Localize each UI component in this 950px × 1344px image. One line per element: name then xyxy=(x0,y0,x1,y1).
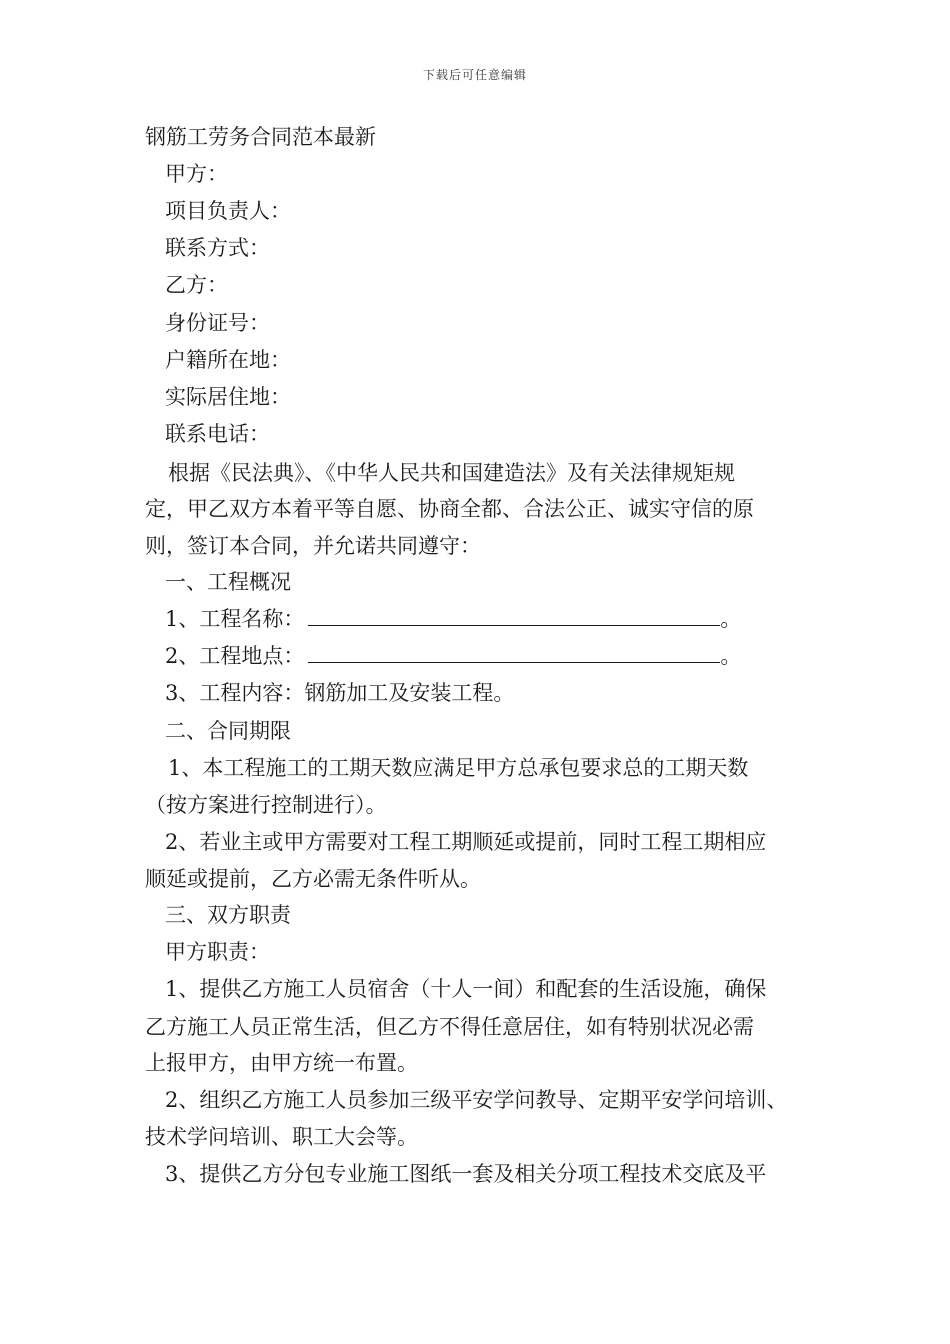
section-2-p2-line-2: 顺延或提前，乙方必需无条件听从。 xyxy=(145,867,481,891)
section-2-p2-line-1: 2、若业主或甲方需要对工程工期顺延或提前，同时工程工期相应 xyxy=(165,830,767,854)
field-contact-method: 联系方式： xyxy=(165,236,270,260)
section-3-heading: 三、双方职责 xyxy=(165,903,291,927)
field-id-number: 身份证号： xyxy=(165,311,270,335)
field-party-b: 乙方： xyxy=(165,273,228,297)
section-3-p1-line-1: 1、提供乙方施工人员宿舍（十人一间）和配套的生活设施，确保 xyxy=(165,977,767,1001)
project-location-line xyxy=(165,641,741,671)
section-3-p2-line-2: 技术学问培训、职工大会等。 xyxy=(145,1125,418,1149)
field-household-registration: 户籍所在地： xyxy=(165,348,291,372)
document-title: 钢筋工劳务合同范本最新 xyxy=(145,125,376,149)
preamble-line-3: 则，签订本合同，并允诺共同遵守： xyxy=(145,534,481,558)
project-location-label: 2、工程地点： xyxy=(165,644,305,668)
header-note: 下载后可任意编辑 xyxy=(422,68,527,82)
project-name-blank xyxy=(308,607,720,626)
section-3-p2-line-1: 2、组织乙方施工人员参加三级平安学问教导、定期平安学问培训、 xyxy=(165,1088,788,1112)
section-2-p1-line-1: 1、本工程施工的工期天数应满足甲方总承包要求总的工期天数 xyxy=(168,756,749,780)
section-3-p1-line-3: 上报甲方，由甲方统一布置。 xyxy=(145,1051,418,1075)
project-name-label: 1、工程名称： xyxy=(165,607,305,631)
field-party-a: 甲方： xyxy=(165,162,228,186)
party-a-duties-heading: 甲方职责： xyxy=(165,940,270,964)
project-location-end: 。 xyxy=(720,644,742,668)
project-content-line: 3、工程内容：钢筋加工及安装工程。 xyxy=(165,681,515,705)
project-name-end: 。 xyxy=(720,607,742,631)
section-2-p1-line-2: （按方案进行控制进行）。 xyxy=(145,793,387,817)
section-3-p1-line-2: 乙方施工人员正常生活，但乙方不得任意居住，如有特别状况必需 xyxy=(145,1015,754,1039)
field-project-manager: 项目负责人： xyxy=(165,199,291,223)
project-location-blank xyxy=(308,644,720,663)
project-name-line xyxy=(165,604,741,634)
preamble-line-1: 根据《民法典》、《中华人民共和国建造法》及有关法律规矩规 xyxy=(168,461,735,485)
section-3-p3-line-1: 3、提供乙方分包专业施工图纸一套及相关分项工程技术交底及平 xyxy=(165,1162,767,1186)
field-actual-residence: 实际居住地： xyxy=(165,385,291,409)
field-phone: 联系电话： xyxy=(165,422,270,446)
section-2-heading: 二、合同期限 xyxy=(165,719,291,743)
preamble-line-2: 定，甲乙双方本着平等自愿、协商全都、合法公正、诚实守信的原 xyxy=(145,497,754,521)
section-1-heading: 一、工程概况 xyxy=(165,570,291,594)
